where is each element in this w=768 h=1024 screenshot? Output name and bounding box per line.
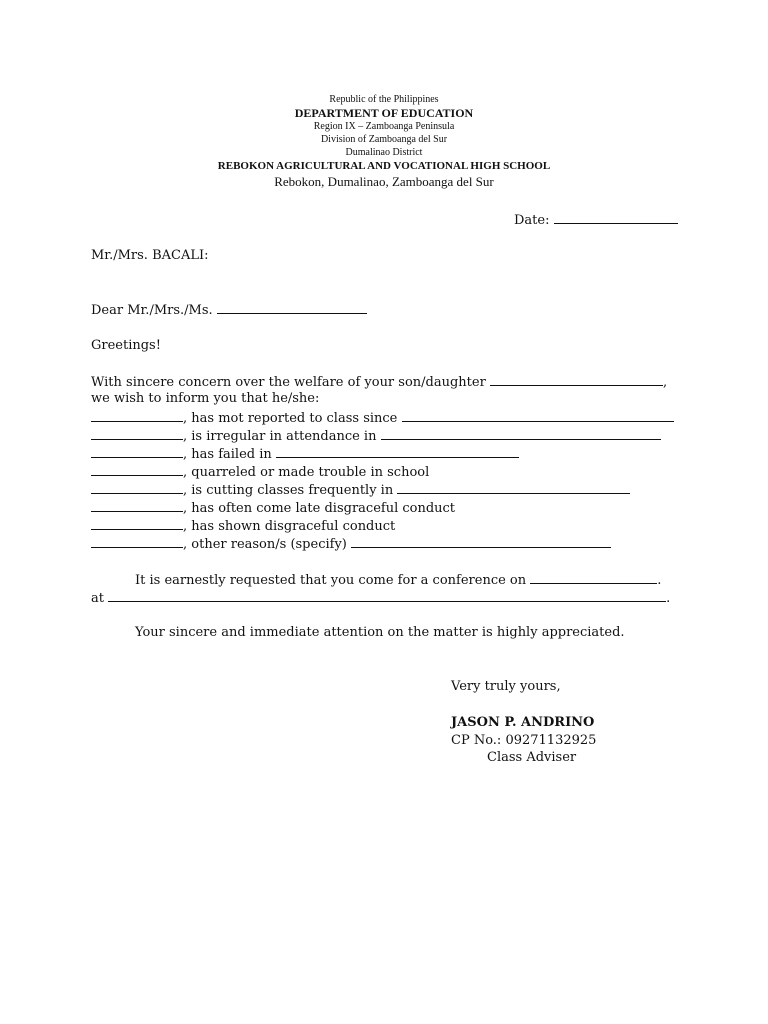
greetings: Greetings! bbox=[91, 338, 161, 353]
item-text: , is irregular in attendance in bbox=[183, 429, 377, 444]
item-blank bbox=[397, 482, 630, 494]
check-blank bbox=[91, 500, 183, 512]
item-text: , has mot reported to class since bbox=[183, 411, 398, 426]
list-item bbox=[91, 500, 455, 515]
intro-text-1: With sincere concern over the welfare of your son/daughter bbox=[91, 375, 486, 390]
signatory-title: Class Adviser bbox=[487, 750, 577, 765]
date-line bbox=[514, 212, 678, 227]
signatory-name: JASON P. ANDRINO bbox=[451, 715, 595, 730]
header-address: Rebokon, Dumalinao, Zamboanga del Sur bbox=[274, 174, 494, 189]
closing: Very truly yours, bbox=[451, 679, 561, 694]
check-blank bbox=[91, 518, 183, 530]
salutation-blank bbox=[217, 302, 367, 314]
item-text: , is cutting classes frequently in bbox=[183, 483, 394, 498]
list-item bbox=[91, 446, 519, 461]
check-blank bbox=[91, 410, 183, 422]
salutation: Dear Mr./Mrs./Ms. bbox=[91, 303, 213, 318]
item-text: , has shown disgraceful conduct bbox=[183, 519, 396, 534]
closing-request: Your sincere and immediate attention on the matter is highly appreciated. bbox=[135, 625, 625, 640]
check-blank bbox=[91, 428, 183, 440]
list-item bbox=[91, 428, 661, 443]
check-blank bbox=[91, 482, 183, 494]
item-text: , has often come late disgraceful conduct bbox=[183, 501, 456, 516]
date-blank bbox=[554, 212, 678, 224]
item-text: , quarreled or made trouble in school bbox=[183, 465, 430, 480]
header-district: Dumalinao District bbox=[345, 147, 423, 158]
item-text: , other reason/s (specify) bbox=[183, 537, 347, 552]
conference-date-blank bbox=[530, 572, 657, 584]
addressee: Mr./Mrs. BACALI: bbox=[91, 248, 209, 263]
conference-line-2 bbox=[91, 590, 670, 605]
header-republic: Republic of the Philippines bbox=[329, 94, 439, 105]
list-item bbox=[91, 464, 429, 479]
list-item bbox=[91, 410, 674, 425]
conference-line-1 bbox=[135, 572, 661, 587]
date-label: Date: bbox=[514, 213, 550, 228]
check-blank bbox=[91, 446, 183, 458]
child-name-blank bbox=[490, 374, 663, 386]
item-blank bbox=[351, 536, 611, 548]
list-item bbox=[91, 482, 630, 497]
conference-at: at bbox=[91, 591, 104, 606]
item-blank bbox=[402, 410, 674, 422]
item-text: , has failed in bbox=[183, 447, 272, 462]
conference-place-end: . bbox=[666, 591, 671, 606]
header-division: Division of Zamboanga del Sur bbox=[320, 134, 448, 145]
check-blank bbox=[91, 464, 183, 476]
header-department: DEPARTMENT OF EDUCATION bbox=[294, 106, 474, 120]
item-blank bbox=[381, 428, 661, 440]
conference-place-blank bbox=[108, 590, 666, 602]
header-region: Region IX – Zamboanga Peninsula bbox=[313, 121, 455, 132]
intro-line-2: we wish to inform you that he/she: bbox=[91, 391, 320, 406]
conference-text: It is earnestly requested that you come for a conference on bbox=[135, 573, 527, 588]
intro-text-1-end: , bbox=[662, 375, 668, 390]
salutation-line bbox=[91, 302, 367, 317]
item-blank bbox=[276, 446, 519, 458]
conference-text-end: . bbox=[657, 573, 662, 588]
signatory-phone: CP No.: 09271132925 bbox=[451, 733, 597, 748]
list-item bbox=[91, 518, 395, 533]
list-item bbox=[91, 536, 611, 551]
check-blank bbox=[91, 536, 183, 548]
intro-line-1 bbox=[91, 374, 667, 389]
header-school: REBOKON AGRICULTURAL AND VOCATIONAL HIGH SCHOOL bbox=[217, 160, 551, 172]
